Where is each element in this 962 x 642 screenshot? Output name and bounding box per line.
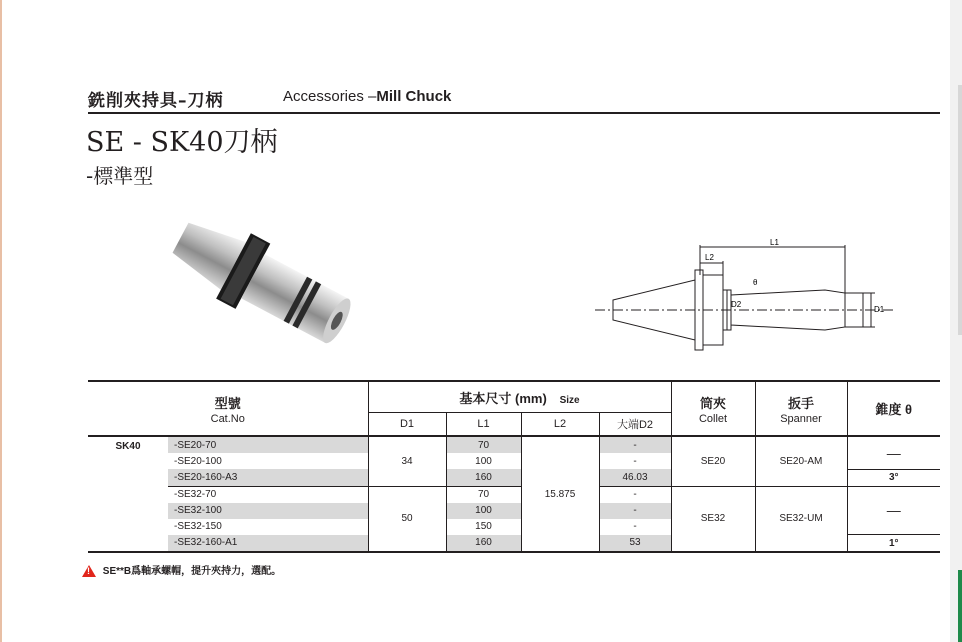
header-size [368, 381, 671, 413]
table-row-d2: - [599, 486, 671, 503]
label-theta: θ [753, 278, 758, 287]
header-d2: 大端D2 [599, 413, 671, 437]
header-size-en: Size [559, 394, 580, 406]
left-edge-line [0, 0, 2, 642]
collet-group-2: SE32 [671, 486, 755, 552]
header-collet-en: Collet [698, 412, 728, 425]
label-d1: D1 [874, 305, 885, 314]
page-title: SE - SK40刀柄 [86, 127, 278, 158]
header-taper-text: 錐度 θ [875, 402, 913, 417]
collet-group-1: SE20 [671, 436, 755, 486]
taper-group-1-a: — [886, 444, 901, 461]
label-d2: D2 [731, 300, 742, 309]
table-row-model: -SE32-150 [168, 519, 368, 535]
header-en-text: Accessories – [283, 88, 377, 105]
table-row-l1: 160 [446, 469, 521, 486]
table-row-model: -SE32-160-A1 [168, 535, 368, 553]
header-en-bold: Mill Chuck [376, 88, 452, 105]
header-model [88, 381, 368, 436]
d1-group-1: 34 [368, 436, 446, 486]
label-l1: L1 [770, 238, 779, 247]
d1-group-2: 50 [368, 486, 446, 552]
tool-holder-photo [160, 205, 360, 355]
header-l1: L1 [446, 413, 521, 437]
header-spanner-zh: 扳手 [787, 395, 814, 411]
header-spanner-en: Spanner [780, 412, 822, 425]
header-model-en: Cat.No [210, 412, 245, 425]
table-row-l1: 100 [446, 503, 521, 519]
table-row-l1: 70 [446, 436, 521, 453]
header-spanner [755, 381, 847, 436]
header-collet [671, 381, 755, 436]
taper-group-2-b: 1° [847, 535, 940, 553]
page-subtitle: -標準型 [86, 164, 154, 188]
technical-drawing [595, 235, 895, 360]
table-row-d2: 46.03 [599, 469, 671, 486]
taper-group-1-b: 3° [847, 469, 940, 486]
header-rule [88, 112, 940, 114]
header-model-zh: 型號 [214, 395, 241, 411]
table-row-model: -SE20-70 [168, 436, 368, 453]
table-row-l1: 70 [446, 486, 521, 503]
header-size-zh: 基本尺寸 (mm) [459, 390, 547, 406]
header-l2: L2 [521, 413, 599, 437]
table-row-d2: - [599, 453, 671, 469]
series-label: SK40 [115, 441, 141, 452]
table-row-l1: 100 [446, 453, 521, 469]
taper-group-2-a: — [847, 486, 940, 535]
table-row-d2: - [599, 436, 671, 453]
right-tab-gray [958, 85, 962, 335]
spanner-group-2: SE32-UM [755, 486, 847, 552]
header-zh: 銑削夾持具–刀柄 [88, 91, 224, 111]
table-row-model: -SE20-100 [168, 453, 368, 469]
table-row-l1: 150 [446, 519, 521, 535]
footnote-text: SE**B爲軸承螺帽，提升夾持力，選配。 [102, 566, 282, 577]
header-d1: D1 [368, 413, 446, 437]
header-zh-text: 銑削夾持具 [88, 91, 178, 111]
label-l2: L2 [705, 253, 714, 262]
right-tab-green [958, 570, 962, 642]
section-header [88, 84, 938, 112]
warning-icon: ! [82, 565, 96, 577]
header-collet-zh: 筒夾 [699, 395, 726, 411]
table-row-model: -SE32-100 [168, 503, 368, 519]
header-zh-bold: 刀柄 [187, 91, 224, 111]
l2-value: 15.875 [521, 436, 599, 552]
spec-table [88, 380, 940, 553]
table-row-d2: - [599, 519, 671, 535]
table-row-model: -SE32-70 [168, 486, 368, 503]
header-taper [847, 381, 940, 436]
table-row-l1: 160 [446, 535, 521, 553]
table-row-d2: 53 [599, 535, 671, 553]
table-row-d2: - [599, 503, 671, 519]
footnote [82, 562, 281, 577]
spanner-group-1: SE20-AM [755, 436, 847, 486]
header-en [283, 88, 451, 105]
table-row-model: -SE20-160-A3 [168, 469, 368, 486]
